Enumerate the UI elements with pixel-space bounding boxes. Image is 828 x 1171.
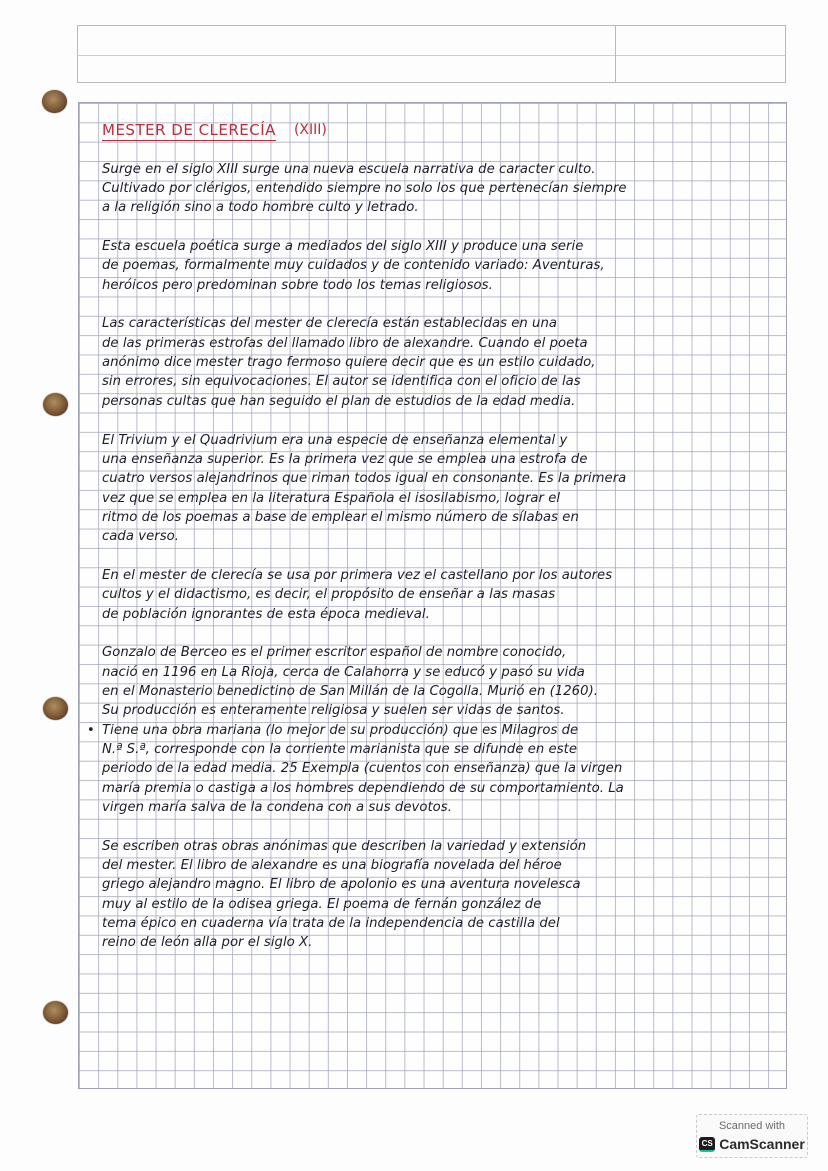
text-line: cuatro versos alejandrinos que riman todos igual en consonante. Es la primera (102, 471, 627, 487)
binder-hole-icon (43, 1001, 68, 1024)
watermark-brand: CamScanner (719, 1136, 805, 1152)
paragraph-characteristics (102, 314, 792, 411)
binder-hole-icon (43, 393, 68, 416)
handwritten-note (87, 121, 792, 972)
text-line: personas cultas que han seguido el plan de estudios de la edad media. (102, 393, 576, 409)
page-title: MESTER DE CLERECÍA (102, 121, 276, 139)
paragraph-origin (102, 160, 792, 218)
binder-hole-icon (42, 90, 67, 113)
text-line: ritmo de los poemas a base de emplear el mismo número de sílabas en (102, 509, 579, 525)
paragraph-school (102, 237, 792, 295)
paragraph-other-works (102, 837, 792, 953)
text-line: cada verso. (102, 529, 179, 545)
text-line: El Trivium y el Quadrivium era una especie de enseñanza elemental y (102, 432, 568, 448)
text-line: de población ignorantes de esta época medieval. (102, 606, 430, 622)
text-line: de las primeras estrofas del llamado libro de alexandre. Cuando el poeta (102, 335, 588, 351)
text-line: Esta escuela poética surge a mediados del siglo XIII y produce una serie (102, 239, 584, 255)
text-line: N.ª S.ª, corresponde con la corriente marianista que se difunde en este (102, 742, 578, 757)
binder-hole-icon (43, 697, 68, 720)
camscanner-logo-icon: CS (699, 1137, 715, 1152)
title-row (102, 121, 792, 160)
bullet-icon: • (87, 722, 95, 738)
text-line: vez que se emplea en la literatura Española el isosilabismo, lograr el (102, 490, 561, 506)
text-line: tema épico en cuaderna vía trata de la independencia de castilla del (102, 916, 560, 932)
watermark-caption: Scanned with (718, 1120, 786, 1132)
text-line: del mester. El libro de alexandre es una biografía novelada del héroe (102, 858, 562, 874)
header-divider-vertical (615, 26, 616, 82)
text-line: maría premia o castiga a los hombres dependiendo de su comportamiento. La (102, 780, 624, 796)
text-line: sin errores, sin equivocaciones. El autor se identifica con el oficio de las (102, 374, 581, 390)
paragraph-berceo (87, 643, 792, 817)
text-line: virgen maría salva de la condena con a sus devotos. (102, 800, 452, 816)
text-line: cultos y el didactismo, es decir, el propósito de enseñar a las masas (102, 587, 556, 603)
text-line: heróicos pero predominan sobre todo los temas religiosos. (102, 277, 493, 293)
text-line: periodo de la edad media. 25 Exempla (cuentos con enseñanza) que la virgen (102, 761, 623, 777)
text-line: anónimo dice mester trago fermoso quiere decir que es un estilo cuidado, (102, 355, 596, 371)
header-name-box (77, 25, 786, 83)
camscanner-watermark (696, 1114, 808, 1158)
paragraph-trivium (102, 431, 792, 547)
watermark-brand-row (697, 1136, 807, 1152)
text-line: en el Monasterio benedictino de San Millán de la Cogolla. Murió en (1260). (102, 683, 599, 699)
text-line: Tiene una obra mariana (lo mejor de su producción) que es Milagros de (102, 722, 579, 738)
paragraph-castellano (102, 566, 792, 624)
text-line: una enseñanza superior. Es la primera vez que se emplea una estrofa de (102, 451, 588, 467)
text-line: Cultivado por clérigos, entendido siempre no solo los que pertenecían siempre (102, 181, 627, 197)
title-century: (XIII) (293, 122, 327, 138)
header-divider-horizontal (78, 55, 785, 56)
text-line: griego alejandro magno. El libro de apolonio es una aventura novelesca (102, 877, 581, 893)
text-line: Las características del mester de clerecía están establecidas en una (102, 316, 558, 332)
text-line: muy al estilo de la odisea griega. El poema de fernán gonzález de (102, 896, 542, 912)
text-line: En el mester de clerecía se usa por primera vez el castellano por los autores (102, 567, 613, 583)
bullet-item (87, 721, 792, 740)
text-line: Su producción es enteramente religiosa y suelen ser vidas de santos. (102, 703, 565, 719)
text-line: a la religión sino a todo hombre culto y letrado. (102, 200, 419, 216)
text-line: Gonzalo de Berceo es el primer escritor español de nombre conocido, (102, 645, 567, 661)
text-line: de poemas, formalmente muy cuidados y de contenido variado: Aventuras, (102, 258, 605, 274)
text-line: Surge en el siglo XIII surge una nueva escuela narrativa de caracter culto. (102, 161, 596, 177)
text-line: Se escriben otras obras anónimas que describen la variedad y extensión (102, 838, 587, 854)
text-line: nació en 1196 en La Rioja, cerca de Calahorra y se educó y pasó su vida (102, 664, 585, 680)
text-line: reino de león alla por el siglo X. (102, 935, 313, 951)
